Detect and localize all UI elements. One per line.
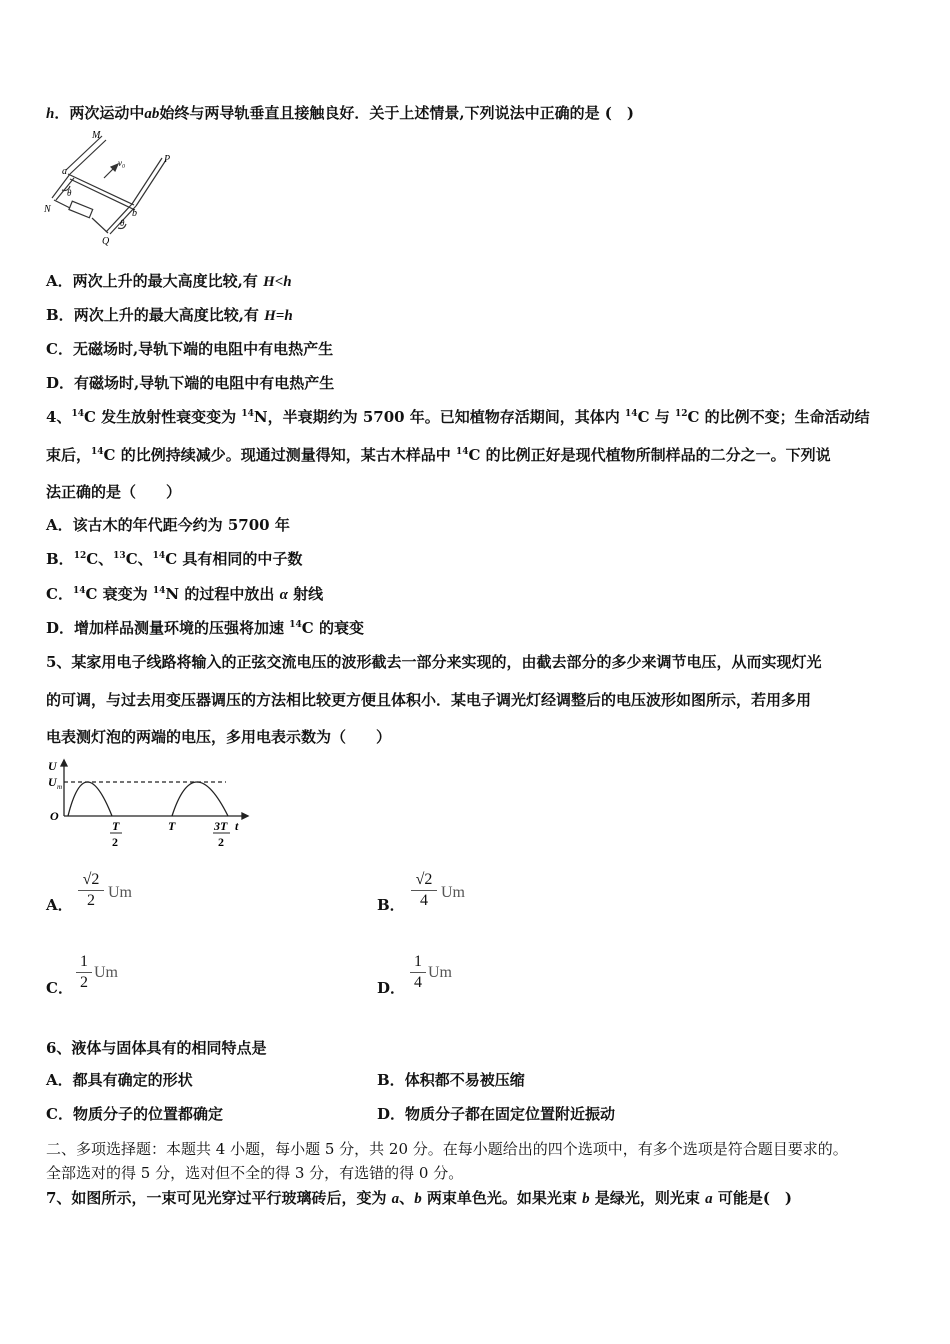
q6-option-c[interactable]: C．物质分子的位置都确定 — [46, 1105, 223, 1123]
label-v0: v₀ — [118, 158, 126, 168]
label-T2-num: T — [112, 819, 120, 833]
q4-stem-line-2: 束后，$^{14}$C 的比例持续减少。现通过测量得知，某古木样品中 $^{14}$C 的比例正好是现代植物所制样品的二分之一。下列说 — [46, 446, 831, 464]
rail-figure — [40, 128, 180, 246]
label-T: T — [168, 819, 176, 833]
label-U: U — [48, 759, 57, 773]
label-theta-1: θ — [67, 188, 72, 198]
q6-option-d[interactable]: D．物质分子都在固定位置附近振动 — [377, 1105, 616, 1123]
label-P: P — [164, 154, 171, 165]
u-axis-arrow — [61, 760, 67, 766]
label-3T2-num: 3T — [214, 819, 228, 833]
q5-stem-line-2: 的可调，与过去用变压器调压的方法相比较更方便且体积小．某电子调光灯经调整后的电压波形如图所示，若用多用 — [46, 691, 812, 709]
fraction-c: 1 2 — [74, 952, 94, 993]
section2-heading-line-2: 全部选对的得 5 分，选对但不全的得 3 分，有选错的得 0 分。 — [46, 1164, 464, 1182]
label-Um-sub: m — [57, 783, 63, 791]
q4-stem-line-1: 4、$^{14}$C 发生放射性衰变变为 $^{14}$N，半衰期约为 5700 年。已知植物存活期间，其体内 $^{14}$C 与 $^{12}$C 的比例不变；生命活动结 — [46, 408, 870, 426]
q7-stem: 7、如图所示，一束可见光穿过平行玻璃砖后，变为 a、b 两束单色光。如果光束 b 是绿光，则光束 a 可能是( ) — [46, 1189, 793, 1207]
q3-option-b[interactable]: B．两次上升的最大高度比较,有 H=h — [46, 306, 293, 324]
q4-option-b[interactable]: B．$^{12}$C、$^{13}$C、$^{14}$C 具有相同的中子数 — [46, 550, 303, 568]
half-wave-1 — [68, 782, 112, 816]
fraction-d: 1 4 — [408, 952, 428, 993]
q4-option-a[interactable]: A．该古木的年代距今约为 5700 年 — [46, 516, 290, 534]
rod-ab — [68, 174, 134, 205]
section2-heading-line-1: 二、多项选择题：本题共 4 小题，每小题 5 分，共 20 分。在每小题给出的四个选项中，有多个选项是符合题目要求的。 — [46, 1140, 848, 1158]
q3-option-a[interactable]: A．两次上升的最大高度比较,有 H<h — [46, 272, 292, 290]
q5-stem-line-1: 5、某家用电子线路将输入的正弦交流电压的波形截去一部分来实现的，由截去部分的多少来调节电压，从而实现灯光 — [46, 653, 822, 671]
q4-option-d[interactable]: D．增加样品测量环境的压强将加速 $^{14}$C 的衰变 — [46, 619, 364, 637]
half-wave-2 — [172, 782, 228, 816]
q6-stem: 6、液体与固体具有的相同特点是 — [46, 1039, 267, 1057]
q6-option-a[interactable]: A．都具有确定的形状 — [46, 1071, 193, 1089]
label-O: O — [50, 809, 59, 823]
label-N: N — [44, 204, 51, 215]
q4-option-c[interactable]: C．$^{14}$C 衰变为 $^{14}$N 的过程中放出 α 射线 — [46, 585, 324, 603]
resistor — [69, 201, 93, 218]
t-axis-arrow — [242, 813, 248, 819]
q3-label: h — [46, 106, 55, 122]
label-a: a — [62, 166, 67, 177]
q5-stem-line-3: 电表测灯泡的两端的电压，多用电表示数为（ ） — [46, 728, 392, 746]
label-theta-2: θ — [120, 218, 125, 228]
q4-stem-line-3: 法正确的是（ ） — [46, 483, 182, 501]
label-T2-den: 2 — [112, 835, 118, 849]
right-rail — [132, 158, 162, 204]
label-t: t — [235, 819, 239, 833]
label-M: M — [92, 130, 101, 141]
voltage-waveform-graph — [44, 756, 254, 850]
left-rail-upper — [66, 136, 102, 170]
q3-option-c[interactable]: C．无磁场时,导轨下端的电阻中有电热产生 — [46, 340, 334, 358]
label-b: b — [132, 208, 137, 219]
q6-option-b[interactable]: B．体积都不易被压缩 — [377, 1071, 525, 1089]
q3-stem: h．两次运动中ab始终与两导轨垂直且接触良好．关于上述情景,下列说法中正确的是 ( ) — [46, 104, 635, 122]
label-Um: U — [48, 775, 57, 789]
label-3T2-den: 2 — [218, 835, 224, 849]
label-Q: Q — [102, 236, 110, 246]
fraction-a: √2 2 — [76, 870, 106, 911]
fraction-b: √2 4 — [409, 870, 439, 911]
q3-option-d[interactable]: D．有磁场时,导轨下端的电阻中有电热产生 — [46, 374, 335, 392]
